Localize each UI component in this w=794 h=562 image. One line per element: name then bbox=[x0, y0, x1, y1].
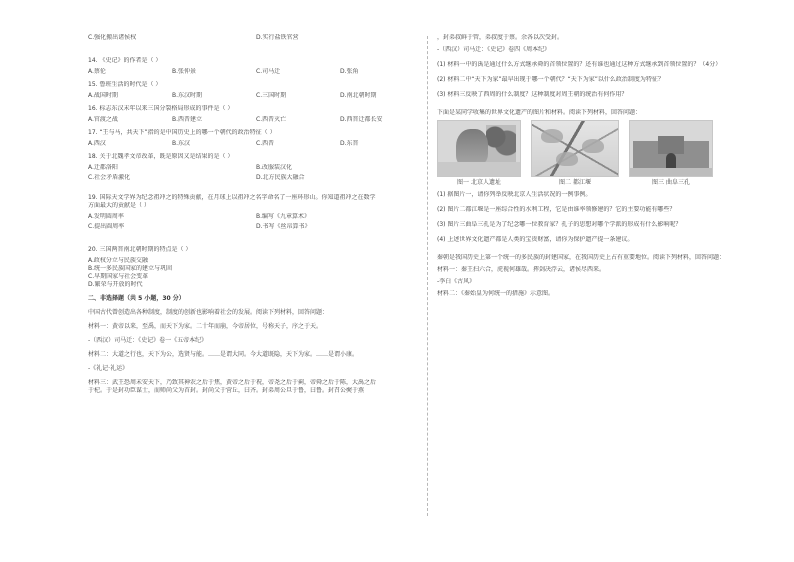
material-1: 材料一：黄帝以来，至禹，而天下为家。二十年而崩，今帝居位，号称天子，序之于天。 bbox=[88, 323, 323, 330]
column-divider bbox=[427, 36, 428, 516]
question-title-line-2: 方面最大的贡献是（ ） bbox=[88, 202, 150, 209]
qufu-temple-image bbox=[629, 120, 713, 177]
option-c: C.提出圆周率 bbox=[88, 223, 125, 230]
material-intro: 中国古代曾创造出各种制度，制度的创新也影响着社会的发展。阅读下列材料，回答问题： bbox=[88, 309, 329, 316]
option-c: C.西晋灭亡 bbox=[256, 116, 287, 123]
option-a: A.蔡伦 bbox=[88, 68, 106, 75]
question-title: 20. 三国两晋南北朝时期的特点是（ ） bbox=[88, 246, 192, 253]
option-d: D.书写《丝帛算书》 bbox=[256, 223, 311, 230]
material-3-line-3: ，封弟叔鲜于管，弟叔度于蔡。余各以次受封。 bbox=[437, 34, 564, 41]
beijing-man-site-image bbox=[437, 120, 521, 177]
qin-material-1: 材料一：秦王扫六合，虎视何雄哉。挥剑决浮云，诸侯尽西来。 bbox=[437, 266, 606, 273]
option-b: B.西晋建立 bbox=[172, 116, 203, 123]
left-column bbox=[88, 34, 418, 395]
image-item-2 bbox=[531, 120, 619, 187]
question-13-tail bbox=[88, 34, 418, 42]
question-options bbox=[88, 68, 418, 76]
question-options bbox=[88, 140, 418, 148]
option-c: C.西晋 bbox=[256, 140, 275, 147]
question-14 bbox=[88, 57, 418, 76]
image-ground bbox=[438, 162, 520, 176]
question-options bbox=[88, 92, 418, 100]
spacer bbox=[88, 236, 418, 246]
spacer bbox=[88, 47, 418, 57]
option-c: C.早期国家与社会变革 bbox=[88, 273, 149, 280]
image-hill bbox=[556, 152, 578, 166]
right-column bbox=[437, 34, 767, 298]
source-2: -《礼记·礼运》 bbox=[88, 365, 129, 372]
option-d: D.繁荣与开放的时代 bbox=[88, 281, 143, 288]
subquestion-3: (3) 材料三反映了西周的什么制度？这种制度对周王朝的统治有何作用？ bbox=[437, 91, 628, 98]
option-d: D.北方民族大融合 bbox=[256, 174, 305, 181]
image-caption: 图二 都江堰 bbox=[559, 179, 591, 186]
option-a: A.发明圆周率 bbox=[88, 213, 124, 220]
image-hill bbox=[582, 139, 604, 153]
qin-source: -李白《古风》 bbox=[437, 278, 476, 285]
material-3-line-1: 材料三：武王恐周未安天下，乃致其神农之后于焦，黄帝之后于祝，帝尧之后于蓟，帝舜之后于陈，大禹之后 bbox=[88, 379, 377, 386]
subquestion-2: (2) 材料二中“天下为家”最早出现于哪一个朝代？“天下为家”以什么政治制度为特征？ bbox=[437, 76, 664, 83]
question-13-options bbox=[88, 34, 418, 42]
spacer bbox=[88, 187, 418, 194]
image-item-1 bbox=[437, 120, 521, 187]
option-c: C.三国时期 bbox=[256, 92, 287, 99]
question-18 bbox=[88, 153, 418, 182]
option-a: A.迁都洛阳 bbox=[88, 164, 118, 171]
option-b: B.张仲景 bbox=[172, 68, 197, 75]
question-15 bbox=[88, 81, 418, 100]
section-heading: 二、非选择题（共 5 小题，30 分） bbox=[88, 295, 185, 302]
question-17 bbox=[88, 129, 418, 148]
image-trees bbox=[486, 125, 516, 165]
option-c: C.社会矛盾激化 bbox=[88, 174, 131, 181]
question-19 bbox=[88, 194, 418, 231]
source-1: -（西汉）司马迁：《史记》卷一《五帝本纪》 bbox=[88, 337, 208, 344]
question-title: 16. 标志东汉末年以来三国分裂格局形成的事件是（ ） bbox=[88, 105, 234, 112]
spacer bbox=[437, 69, 767, 76]
question-title: 15. 鲁班生活的时代是（ ） bbox=[88, 81, 162, 88]
option-b: B.统一多民族国家的建立与巩固 bbox=[88, 265, 173, 272]
image-tower bbox=[658, 136, 684, 154]
option-a: A.战国时期 bbox=[88, 92, 118, 99]
image-item-3 bbox=[629, 120, 713, 187]
qin-intro: 秦朝是我国历史上第一个统一的多民族的封建国家，在我国历史上占有重要地位。阅读下列材料，回答问题： bbox=[437, 254, 726, 261]
dujiangyan-map-image bbox=[531, 120, 619, 177]
option-c: C.司马迁 bbox=[256, 68, 281, 75]
heritage-images bbox=[437, 120, 767, 187]
option-a: A.官渡之战 bbox=[88, 116, 118, 123]
option-d: D.南北朝时期 bbox=[340, 92, 377, 99]
qin-material-2: 材料二：《秦始皇为何统一的措施》示意图。 bbox=[437, 290, 555, 297]
question-20 bbox=[88, 246, 418, 289]
option-a: A.政权分立与民族交融 bbox=[88, 257, 148, 264]
spacer bbox=[437, 99, 767, 109]
spacer bbox=[437, 214, 767, 221]
option-b: B.东汉时期 bbox=[172, 92, 203, 99]
question-16 bbox=[88, 105, 418, 124]
option-d: D.东晋 bbox=[340, 140, 359, 147]
option-b: B.编写《九章算术》 bbox=[256, 213, 311, 220]
heritage-question-2: (2) 图片二都江堰是一座综合性的水利工程，它是由谁率领修建的？它的主要功能有哪些？ bbox=[437, 206, 676, 213]
material-2: 材料二：大道之行也，天下为公，选贤与能。……是谓大同。今大道既隐，天下为家。……是谓小康。 bbox=[88, 351, 359, 358]
question-title: 17. “王与马，共天下”指的是中国历史上的哪一个朝代的政治特征（ ） bbox=[88, 129, 276, 136]
spacer bbox=[437, 244, 767, 254]
option-d: D.西晋迁都长安 bbox=[340, 116, 383, 123]
image-gate bbox=[666, 153, 676, 169]
question-title: 14. 《史记》的作者是（ ） bbox=[88, 57, 162, 64]
option-b: B.东汉 bbox=[172, 140, 191, 147]
question-title-line-1: 19. 国际天文学界为纪念祖冲之的特殊贡献，在月球上以祖冲之名字命名了一座环形山。你知道祖冲之在数学 bbox=[88, 194, 376, 201]
option-b: B.改服装汉化 bbox=[256, 164, 293, 171]
image-caption: 图三 曲阜三孔 bbox=[652, 179, 690, 186]
option: C.强化搬出诸侯权 bbox=[88, 34, 137, 41]
spacer bbox=[437, 199, 767, 206]
option-a: A.西汉 bbox=[88, 140, 106, 147]
subquestion-1: (1) 材料一中的禹是通过什么方式继承舜的首领位置的？还有谁也通过这种方式继承到首领位置的？（4分） bbox=[437, 61, 722, 68]
option-d: D.张角 bbox=[340, 68, 359, 75]
question-title: 18. 关于北魏孝文帝改革，既是原因又是结果的是（ ） bbox=[88, 153, 234, 160]
heritage-intro: 下面是某同学收集的世界文化遗产的图片和材料。阅读下列材料，回答问题： bbox=[437, 109, 642, 116]
heritage-question-4: (4) 上述世界文化遗产都是人类的宝贵财富，请你为保护遗产提一条建议。 bbox=[437, 236, 634, 243]
image-ground bbox=[630, 168, 712, 176]
heritage-question-3: (3) 图片三曲阜三孔是为了纪念哪一位教育家？孔子的思想对哪个学派的形成有什么影响呢？ bbox=[437, 221, 682, 228]
question-options bbox=[88, 213, 418, 231]
spacer bbox=[437, 229, 767, 236]
spacer bbox=[437, 84, 767, 91]
material-3-line-2: 于杞。于是封功臣谋士，而师尚父为首封。封尚父于营丘，曰齐。封弟周公旦于鲁，曰鲁。封召公奭于燕 bbox=[88, 387, 365, 394]
image-caption: 图一 北京人遗址 bbox=[457, 179, 501, 186]
question-options bbox=[88, 116, 418, 124]
option: D.实行盐铁官营 bbox=[256, 34, 299, 41]
heritage-question-1: (1) 据图片一，请你列举反映北京人生活状况的一例事例。 bbox=[437, 191, 592, 198]
source-3: -（西汉）司马迁：《史记》卷四《周本纪》 bbox=[437, 46, 551, 53]
question-options bbox=[88, 164, 418, 182]
image-hill bbox=[541, 129, 563, 143]
